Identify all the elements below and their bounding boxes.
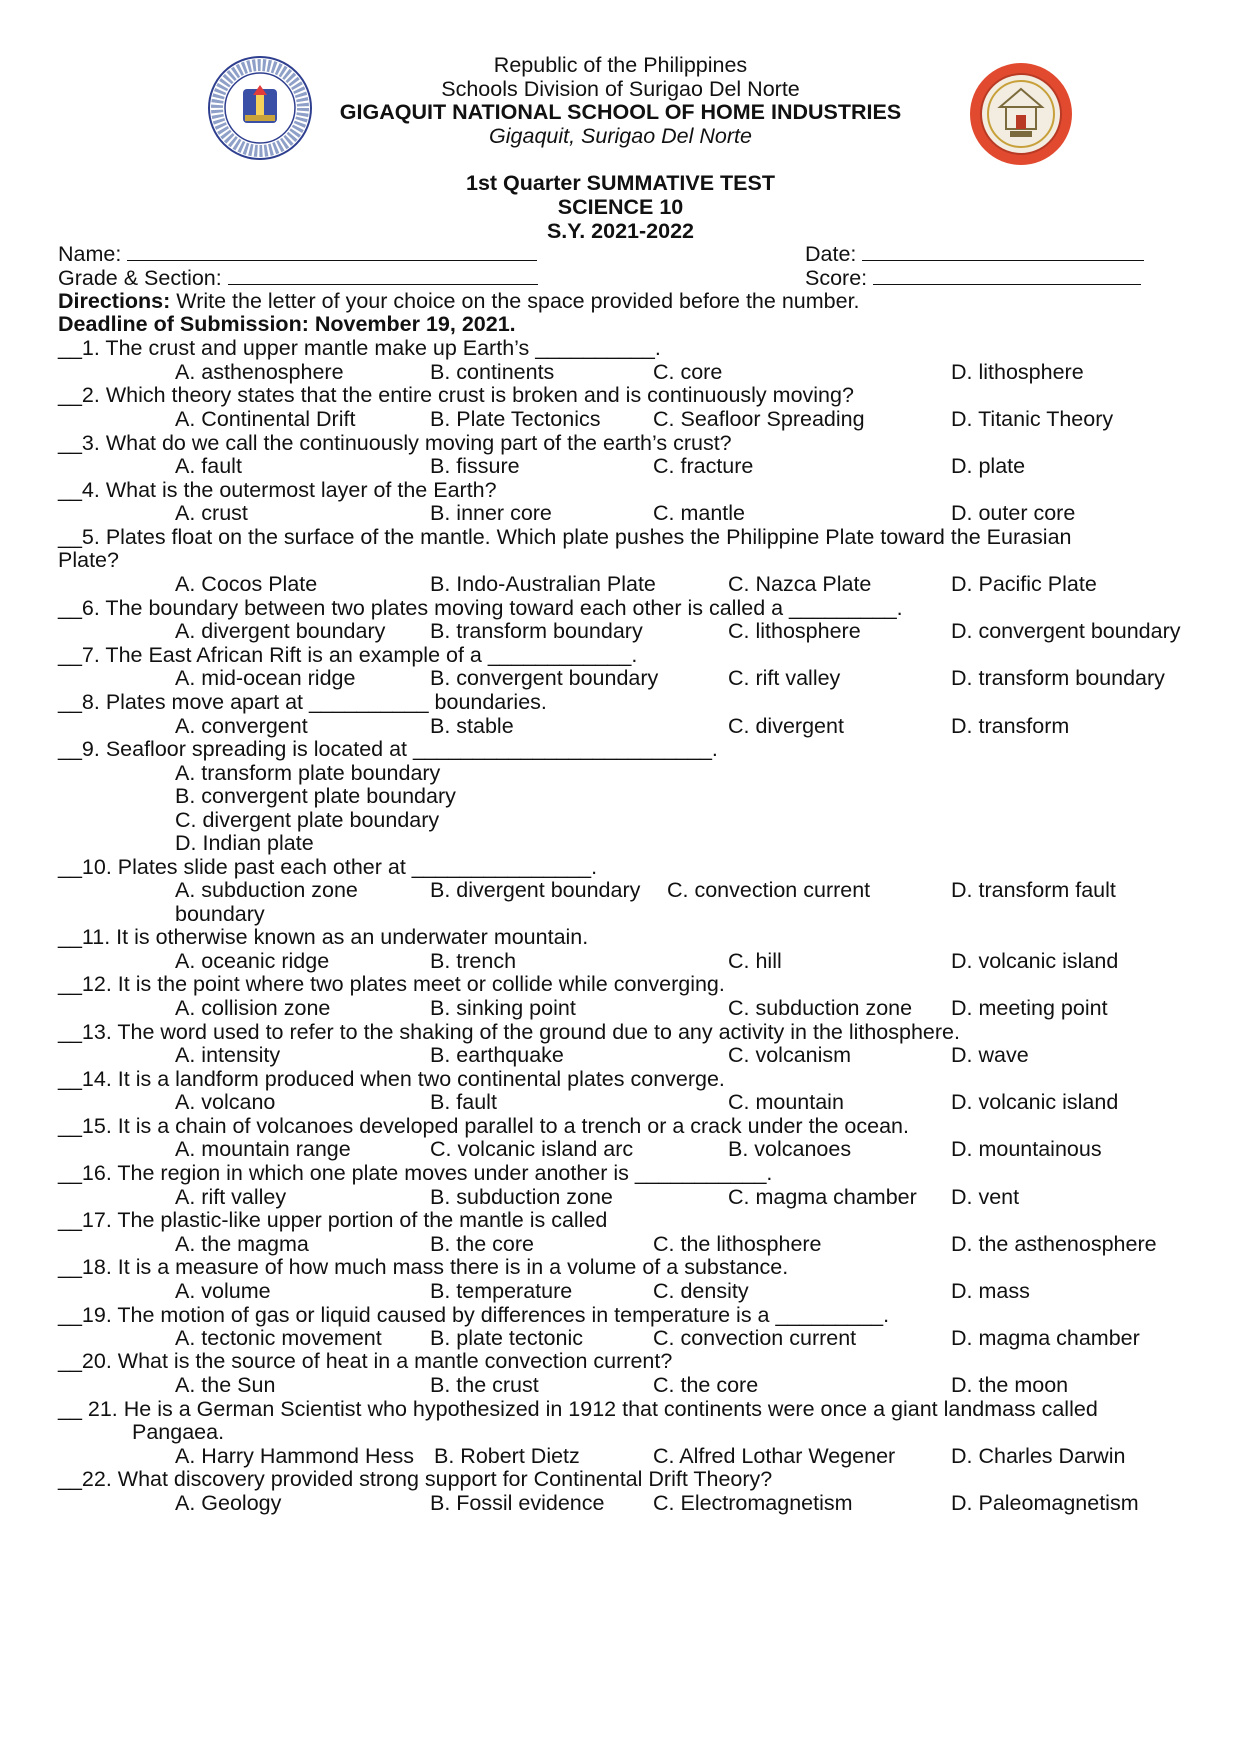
q1-option-a: A. asthenosphere [175, 360, 344, 384]
q17-option-d: D. the asthenosphere [951, 1232, 1157, 1256]
q11-option-a: A. oceanic ridge [175, 949, 330, 973]
question-18: __18. It is a measure of how much mass there is in a volume of a substance. [58, 1255, 789, 1279]
q8-option-d: D. transform [951, 714, 1070, 738]
question-12: __12. It is the point where two plates meet or collide while converging. [58, 972, 725, 996]
q22-option-a: A. Geology [175, 1491, 282, 1515]
question-14: __14. It is a landform produced when two continental plates converge. [58, 1067, 725, 1091]
date-field[interactable] [805, 241, 1144, 267]
q18-option-c: C. density [653, 1279, 749, 1303]
date-label: Date: [805, 242, 857, 266]
q10-option-a: A. subduction zone [175, 878, 358, 902]
q21-option-b: B. Robert Dietz [434, 1444, 580, 1468]
score-blank[interactable] [873, 265, 1141, 285]
q20-option-b: B. the crust [430, 1373, 539, 1397]
q6-option-d: D. convergent boundary [951, 619, 1181, 643]
question-13: __13. The word used to refer to the shaking of the ground due to any activity in the lithosphere. [58, 1020, 960, 1044]
q9-option-a: A. transform plate boundary [175, 761, 441, 785]
q13-option-d: D. wave [951, 1043, 1029, 1067]
q17-option-a: A. the magma [175, 1232, 309, 1256]
q14-option-b: B. fault [430, 1090, 497, 1114]
test-title: 1st Quarter SUMMATIVE TEST [465, 171, 775, 195]
q9-option-d: D. Indian plate [175, 831, 314, 855]
question-17: __17. The plastic-like upper portion of the mantle is called [58, 1208, 608, 1232]
q7-option-c: C. rift valley [728, 666, 841, 690]
q12-option-c: C. subduction zone [728, 996, 913, 1020]
q7-option-a: A. mid-ocean ridge [175, 666, 356, 690]
school-name: GIGAQUIT NATIONAL SCHOOL OF HOME INDUSTRIES [339, 100, 902, 124]
q19-option-c: C. convection current [653, 1326, 857, 1350]
q13-option-c: C. volcanism [728, 1043, 852, 1067]
q1-option-c: C. core [653, 360, 723, 384]
q6-option-a: A. divergent boundary [175, 619, 386, 643]
q15-option-c: C. volcanic island arc [430, 1137, 634, 1161]
q2-option-a: A. Continental Drift [175, 407, 356, 431]
q4-option-a: A. crust [175, 501, 248, 525]
q7-option-b: B. convergent boundary [430, 666, 659, 690]
school-address: Gigaquit, Surigao Del Norte [489, 124, 752, 148]
q12-option-a: A. collision zone [175, 996, 331, 1020]
q14-option-d: D. volcanic island [951, 1090, 1119, 1114]
question-9: __9. Seafloor spreading is located at _________________________. [58, 737, 718, 761]
q22-option-d: D. Paleomagnetism [951, 1491, 1139, 1515]
question-20: __20. What is the source of heat in a mantle convection current? [58, 1349, 673, 1373]
directions-text: Write the letter of your choice on the space provided before the number. [170, 289, 860, 313]
q22-option-b: B. Fossil evidence [430, 1491, 605, 1515]
question-15: __15. It is a chain of volcanoes developed parallel to a trench or a crack under the ocean. [58, 1114, 909, 1138]
question-3: __3. What do we call the continuously moving part of the earth’s crust? [58, 431, 732, 455]
question-22: __22. What discovery provided strong support for Continental Drift Theory? [58, 1467, 773, 1491]
q5-option-a: A. Cocos Plate [175, 572, 318, 596]
q15-option-a: A. mountain range [175, 1137, 351, 1161]
q18-option-d: D. mass [951, 1279, 1030, 1303]
q18-option-b: B. temperature [430, 1279, 573, 1303]
directions-label: Directions: [58, 289, 171, 313]
q16-option-a: A. rift valley [175, 1185, 287, 1209]
q15-option-d: D. mountainous [951, 1137, 1102, 1161]
question-2: __2. Which theory states that the entire crust is broken and is continuously moving? [58, 383, 854, 407]
q11-option-c: C. hill [728, 949, 782, 973]
q14-option-c: C. mountain [728, 1090, 844, 1114]
q10-option-b: B. divergent boundary [430, 878, 641, 902]
q3-option-b: B. fissure [430, 454, 520, 478]
grade-section-label: Grade & Section: [58, 266, 222, 290]
q19-option-b: B. plate tectonic [430, 1326, 583, 1350]
q6-option-b: B. transform boundary [430, 619, 643, 643]
q17-option-b: B. the core [430, 1232, 534, 1256]
q21-option-a: A. Harry Hammond Hess [175, 1444, 414, 1468]
q12-option-d: D. meeting point [951, 996, 1108, 1020]
question-5-continued: Plate? [58, 548, 119, 572]
name-blank[interactable] [127, 241, 537, 261]
q19-option-a: A. tectonic movement [175, 1326, 382, 1350]
q10-option-c: C. convection current [667, 878, 871, 902]
q17-option-c: C. the lithosphere [653, 1232, 822, 1256]
q12-option-b: B. sinking point [430, 996, 576, 1020]
q3-option-a: A. fault [175, 454, 242, 478]
q4-option-b: B. inner core [430, 501, 552, 525]
q5-option-b: B. Indo-Australian Plate [430, 572, 656, 596]
q9-option-c: C. divergent plate boundary [175, 808, 440, 832]
test-subject: SCIENCE 10 [557, 195, 684, 219]
q9-option-b: B. convergent plate boundary [175, 784, 456, 808]
header-line-division: Schools Division of Surigao Del Norte [441, 77, 800, 101]
q16-option-b: B. subduction zone [430, 1185, 613, 1209]
q7-option-d: D. transform boundary [951, 666, 1165, 690]
q15-option-b: B. volcanoes [728, 1137, 852, 1161]
name-field[interactable] [58, 241, 537, 267]
q20-option-c: C. the core [653, 1373, 759, 1397]
question-5: __5. Plates float on the surface of the mantle. Which plate pushes the Philippine Plate toward the Eurasian [58, 525, 1072, 549]
q16-option-c: C. magma chamber [728, 1185, 917, 1209]
q2-option-b: B. Plate Tectonics [430, 407, 601, 431]
deadline: Deadline of Submission: November 19, 2021. [58, 312, 516, 336]
q21-option-d: D. Charles Darwin [951, 1444, 1126, 1468]
q10-option-d: D. transform fault [951, 878, 1116, 902]
name-label: Name: [58, 242, 122, 266]
question-1: __1. The crust and upper mantle make up Earth’s __________. [58, 336, 661, 360]
q5-option-d: D. Pacific Plate [951, 572, 1097, 596]
q11-option-d: D. volcanic island [951, 949, 1119, 973]
q11-option-b: B. trench [430, 949, 517, 973]
q18-option-a: A. volume [175, 1279, 271, 1303]
q8-option-a: A. convergent [175, 714, 308, 738]
q13-option-a: A. intensity [175, 1043, 281, 1067]
q16-option-d: D. vent [951, 1185, 1020, 1209]
question-6: __6. The boundary between two plates moving toward each other is called a _________. [58, 596, 903, 620]
q1-option-b: B. continents [430, 360, 555, 384]
q1-option-d: D. lithosphere [951, 360, 1084, 384]
q10-option-a-continued: boundary [175, 902, 265, 926]
date-blank[interactable] [862, 241, 1144, 261]
q20-option-a: A. the Sun [175, 1373, 276, 1397]
q4-option-c: C. mantle [653, 501, 746, 525]
school-year: S.Y. 2021-2022 [546, 219, 695, 243]
q22-option-c: C. Electromagnetism [653, 1491, 853, 1515]
score-label: Score: [805, 266, 868, 290]
question-19: __19. The motion of gas or liquid caused by differences in temperature is a _________. [58, 1303, 890, 1327]
grade-section-blank[interactable] [228, 265, 538, 285]
question-4: __4. What is the outermost layer of the Earth? [58, 478, 497, 502]
q3-option-c: C. fracture [653, 454, 754, 478]
q13-option-b: B. earthquake [430, 1043, 564, 1067]
question-8: __8. Plates move apart at __________ boundaries. [58, 690, 547, 714]
q2-option-d: D. Titanic Theory [951, 407, 1114, 431]
q6-option-c: C. lithosphere [728, 619, 861, 643]
q21-option-c: C. Alfred Lothar Wegener [653, 1444, 896, 1468]
question-11: __11. It is otherwise known as an underwater mountain. [58, 925, 589, 949]
question-16: __16. The region in which one plate moves under another is ___________. [58, 1161, 773, 1185]
q3-option-d: D. plate [951, 454, 1026, 478]
question-10: __10. Plates slide past each other at _______________. [58, 855, 598, 879]
q14-option-a: A. volcano [175, 1090, 276, 1114]
question-7: __7. The East African Rift is an example of a ____________. [58, 643, 638, 667]
question-21: __ 21. He is a German Scientist who hypothesized in 1912 that continents were once a giant landmass called [58, 1397, 1098, 1421]
q2-option-c: C. Seafloor Spreading [653, 407, 865, 431]
q5-option-c: C. Nazca Plate [728, 572, 872, 596]
q19-option-d: D. magma chamber [951, 1326, 1140, 1350]
question-21-continued: Pangaea. [132, 1420, 225, 1444]
q8-option-b: B. stable [430, 714, 514, 738]
header-line-republic: Republic of the Philippines [493, 53, 748, 77]
q4-option-d: D. outer core [951, 501, 1076, 525]
q20-option-d: D. the moon [951, 1373, 1069, 1397]
q8-option-c: C. divergent [728, 714, 844, 738]
